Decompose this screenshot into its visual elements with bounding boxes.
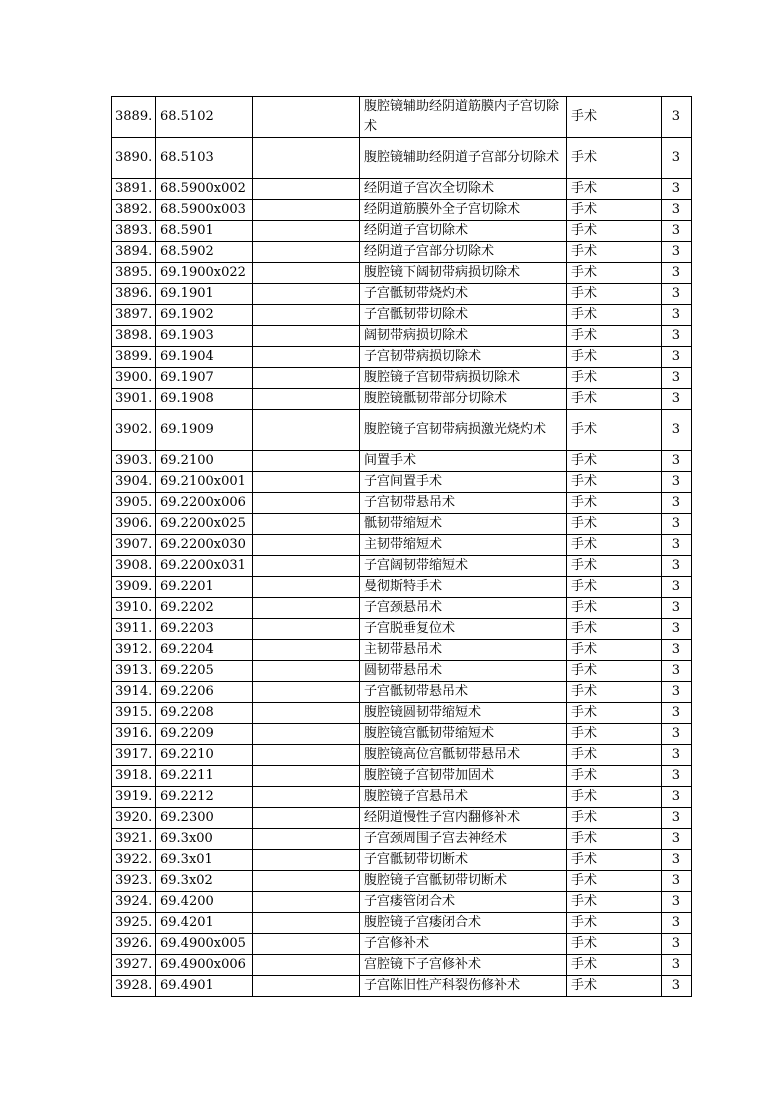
blank-cell [253, 703, 360, 724]
procedure-grade-cell: 3 [662, 263, 692, 284]
sequence-number-cell: 3889. [112, 97, 156, 138]
sequence-number-cell: 3899. [112, 347, 156, 368]
procedure-grade-cell: 3 [662, 577, 692, 598]
table-row [112, 263, 692, 284]
sequence-number-cell: 3922. [112, 850, 156, 871]
procedure-code-cell: 69.4900x005 [156, 934, 253, 955]
procedure-type-cell: 手术 [567, 326, 662, 347]
procedure-name-cell: 阔韧带病损切除术 [360, 326, 567, 347]
table-row [112, 682, 692, 703]
procedure-type-cell: 手术 [567, 263, 662, 284]
sequence-number-cell: 3900. [112, 368, 156, 389]
sequence-number-cell: 3897. [112, 305, 156, 326]
procedure-code-cell: 69.2100x001 [156, 472, 253, 493]
sequence-number-cell: 3928. [112, 976, 156, 997]
blank-cell [253, 389, 360, 410]
procedure-grade-cell: 3 [662, 347, 692, 368]
sequence-number-cell: 3913. [112, 661, 156, 682]
procedure-grade-cell: 3 [662, 451, 692, 472]
blank-cell [253, 808, 360, 829]
procedure-code-cell: 69.1902 [156, 305, 253, 326]
table-row [112, 200, 692, 221]
procedure-code-cell: 69.2205 [156, 661, 253, 682]
procedure-type-cell: 手术 [567, 514, 662, 535]
procedure-type-cell: 手术 [567, 955, 662, 976]
blank-cell [253, 97, 360, 138]
procedure-code-cell: 69.1901 [156, 284, 253, 305]
table-row [112, 787, 692, 808]
procedure-name-cell: 经阴道子宫切除术 [360, 221, 567, 242]
table-row [112, 326, 692, 347]
blank-cell [253, 577, 360, 598]
procedure-code-cell: 69.4900x006 [156, 955, 253, 976]
procedure-grade-cell: 3 [662, 892, 692, 913]
table-row [112, 221, 692, 242]
procedure-grade-cell: 3 [662, 682, 692, 703]
procedure-code-cell: 69.2208 [156, 703, 253, 724]
procedure-grade-cell: 3 [662, 535, 692, 556]
procedure-name-cell: 腹腔镜子宫悬吊术 [360, 787, 567, 808]
table-row [112, 934, 692, 955]
procedure-name-cell: 经阴道筋膜外全子宫切除术 [360, 200, 567, 221]
procedure-type-cell: 手术 [567, 556, 662, 577]
procedure-type-cell: 手术 [567, 97, 662, 138]
table-row [112, 389, 692, 410]
procedure-code-cell: 68.5901 [156, 221, 253, 242]
blank-cell [253, 179, 360, 200]
table-row [112, 451, 692, 472]
procedure-type-cell: 手术 [567, 472, 662, 493]
sequence-number-cell: 3910. [112, 598, 156, 619]
procedure-code-cell: 68.5102 [156, 97, 253, 138]
procedure-type-cell: 手术 [567, 829, 662, 850]
table-row [112, 138, 692, 179]
procedure-code-cell: 69.2211 [156, 766, 253, 787]
procedure-code-cell: 69.3x02 [156, 871, 253, 892]
procedure-grade-cell: 3 [662, 703, 692, 724]
sequence-number-cell: 3921. [112, 829, 156, 850]
procedure-name-cell: 子宫骶韧带切断术 [360, 850, 567, 871]
procedure-code-cell: 69.1909 [156, 410, 253, 451]
table-row [112, 179, 692, 200]
procedure-grade-cell: 3 [662, 913, 692, 934]
procedure-code-cell: 69.2206 [156, 682, 253, 703]
procedure-code-cell: 69.2300 [156, 808, 253, 829]
procedure-name-cell: 子宫修补术 [360, 934, 567, 955]
procedure-type-cell: 手术 [567, 535, 662, 556]
procedure-name-cell: 腹腔镜宫骶韧带缩短术 [360, 724, 567, 745]
procedure-type-cell: 手术 [567, 934, 662, 955]
procedure-grade-cell: 3 [662, 745, 692, 766]
blank-cell [253, 766, 360, 787]
procedure-name-cell: 曼彻斯特手术 [360, 577, 567, 598]
blank-cell [253, 263, 360, 284]
procedure-name-cell: 腹腔镜下阔韧带病损切除术 [360, 263, 567, 284]
table-row [112, 766, 692, 787]
blank-cell [253, 514, 360, 535]
procedure-grade-cell: 3 [662, 556, 692, 577]
procedure-grade-cell: 3 [662, 493, 692, 514]
table-row [112, 976, 692, 997]
procedure-type-cell: 手术 [567, 724, 662, 745]
procedure-code-cell: 69.2203 [156, 619, 253, 640]
procedure-name-cell: 腹腔镜辅助经阴道子宫部分切除术 [360, 138, 567, 179]
procedure-name-cell: 腹腔镜高位宫骶韧带悬吊术 [360, 745, 567, 766]
procedure-name-cell: 子宫骶韧带烧灼术 [360, 284, 567, 305]
sequence-number-cell: 3926. [112, 934, 156, 955]
sequence-number-cell: 3894. [112, 242, 156, 263]
blank-cell [253, 326, 360, 347]
procedure-code-cell: 69.2202 [156, 598, 253, 619]
procedure-grade-cell: 3 [662, 472, 692, 493]
procedure-code-cell: 69.1904 [156, 347, 253, 368]
sequence-number-cell: 3898. [112, 326, 156, 347]
procedure-grade-cell: 3 [662, 850, 692, 871]
procedure-type-cell: 手术 [567, 766, 662, 787]
sequence-number-cell: 3908. [112, 556, 156, 577]
procedure-code-cell: 69.1900x022 [156, 263, 253, 284]
procedure-type-cell: 手术 [567, 682, 662, 703]
procedure-grade-cell: 3 [662, 514, 692, 535]
procedure-type-cell: 手术 [567, 913, 662, 934]
table-row [112, 305, 692, 326]
blank-cell [253, 976, 360, 997]
procedure-type-cell: 手术 [567, 703, 662, 724]
table-row [112, 703, 692, 724]
procedure-name-cell: 腹腔镜子宫骶韧带切断术 [360, 871, 567, 892]
procedure-type-cell: 手术 [567, 200, 662, 221]
procedure-name-cell: 腹腔镜子宫韧带病损激光烧灼术 [360, 410, 567, 451]
procedure-code-cell: 69.2200x031 [156, 556, 253, 577]
sequence-number-cell: 3891. [112, 179, 156, 200]
table-row [112, 850, 692, 871]
procedure-name-cell: 子宫颈悬吊术 [360, 598, 567, 619]
blank-cell [253, 368, 360, 389]
sequence-number-cell: 3895. [112, 263, 156, 284]
procedure-code-cell: 69.2209 [156, 724, 253, 745]
procedure-grade-cell: 3 [662, 389, 692, 410]
sequence-number-cell: 3919. [112, 787, 156, 808]
procedure-name-cell: 主韧带缩短术 [360, 535, 567, 556]
table-row [112, 892, 692, 913]
procedure-grade-cell: 3 [662, 179, 692, 200]
procedure-name-cell: 子宫脱垂复位术 [360, 619, 567, 640]
procedure-code-cell: 69.4201 [156, 913, 253, 934]
blank-cell [253, 850, 360, 871]
procedure-type-cell: 手术 [567, 619, 662, 640]
table-row [112, 535, 692, 556]
procedure-grade-cell: 3 [662, 808, 692, 829]
procedure-grade-cell: 3 [662, 598, 692, 619]
procedure-name-cell: 腹腔镜子宫韧带病损切除术 [360, 368, 567, 389]
blank-cell [253, 221, 360, 242]
procedure-name-cell: 腹腔镜子宫韧带加固术 [360, 766, 567, 787]
procedure-name-cell: 腹腔镜辅助经阴道筋膜内子宫切除术 [360, 97, 567, 138]
procedure-name-cell: 子宫瘘管闭合术 [360, 892, 567, 913]
procedure-name-cell: 宫腔镜下子宫修补术 [360, 955, 567, 976]
procedure-type-cell: 手术 [567, 305, 662, 326]
sequence-number-cell: 3907. [112, 535, 156, 556]
blank-cell [253, 682, 360, 703]
blank-cell [253, 200, 360, 221]
table-row [112, 661, 692, 682]
sequence-number-cell: 3923. [112, 871, 156, 892]
procedure-grade-cell: 3 [662, 619, 692, 640]
procedure-code-cell: 69.2200x006 [156, 493, 253, 514]
blank-cell [253, 598, 360, 619]
procedure-name-cell: 腹腔镜骶韧带部分切除术 [360, 389, 567, 410]
procedure-code-cell: 69.3x01 [156, 850, 253, 871]
sequence-number-cell: 3920. [112, 808, 156, 829]
procedure-code-cell: 69.2200x025 [156, 514, 253, 535]
blank-cell [253, 472, 360, 493]
blank-cell [253, 619, 360, 640]
procedure-grade-cell: 3 [662, 787, 692, 808]
procedure-grade-cell: 3 [662, 955, 692, 976]
procedure-name-cell: 间置手术 [360, 451, 567, 472]
table-row [112, 97, 692, 138]
blank-cell [253, 892, 360, 913]
sequence-number-cell: 3893. [112, 221, 156, 242]
sequence-number-cell: 3927. [112, 955, 156, 976]
sequence-number-cell: 3890. [112, 138, 156, 179]
procedure-code-cell: 69.3x00 [156, 829, 253, 850]
procedure-type-cell: 手术 [567, 221, 662, 242]
procedure-name-cell: 主韧带悬吊术 [360, 640, 567, 661]
sequence-number-cell: 3904. [112, 472, 156, 493]
blank-cell [253, 913, 360, 934]
procedure-type-cell: 手术 [567, 640, 662, 661]
sequence-number-cell: 3906. [112, 514, 156, 535]
procedure-grade-cell: 3 [662, 368, 692, 389]
blank-cell [253, 829, 360, 850]
procedure-grade-cell: 3 [662, 221, 692, 242]
blank-cell [253, 556, 360, 577]
blank-cell [253, 934, 360, 955]
sequence-number-cell: 3896. [112, 284, 156, 305]
procedure-code-cell: 69.2201 [156, 577, 253, 598]
procedure-type-cell: 手术 [567, 577, 662, 598]
table-row [112, 368, 692, 389]
blank-cell [253, 535, 360, 556]
table-row [112, 514, 692, 535]
procedure-name-cell: 子宫陈旧性产科裂伤修补术 [360, 976, 567, 997]
procedure-grade-cell: 3 [662, 724, 692, 745]
sequence-number-cell: 3905. [112, 493, 156, 514]
procedure-name-cell: 圆韧带悬吊术 [360, 661, 567, 682]
procedure-code-cell: 69.4901 [156, 976, 253, 997]
procedure-name-cell: 子宫骶韧带切除术 [360, 305, 567, 326]
sequence-number-cell: 3903. [112, 451, 156, 472]
procedure-grade-cell: 3 [662, 766, 692, 787]
procedure-name-cell: 子宫韧带病损切除术 [360, 347, 567, 368]
procedure-grade-cell: 3 [662, 326, 692, 347]
sequence-number-cell: 3911. [112, 619, 156, 640]
procedure-grade-cell: 3 [662, 138, 692, 179]
blank-cell [253, 871, 360, 892]
sequence-number-cell: 3914. [112, 682, 156, 703]
sequence-number-cell: 3902. [112, 410, 156, 451]
procedure-name-cell: 经阴道子宫次全切除术 [360, 179, 567, 200]
blank-cell [253, 410, 360, 451]
sequence-number-cell: 3915. [112, 703, 156, 724]
procedure-type-cell: 手术 [567, 850, 662, 871]
procedure-name-cell: 子宫间置手术 [360, 472, 567, 493]
procedure-type-cell: 手术 [567, 451, 662, 472]
blank-cell [253, 451, 360, 472]
procedure-type-cell: 手术 [567, 138, 662, 179]
procedure-grade-cell: 3 [662, 200, 692, 221]
procedure-code-cell: 69.2210 [156, 745, 253, 766]
sequence-number-cell: 3912. [112, 640, 156, 661]
procedure-name-cell: 骶韧带缩短术 [360, 514, 567, 535]
blank-cell [253, 347, 360, 368]
procedure-type-cell: 手术 [567, 410, 662, 451]
procedure-type-cell: 手术 [567, 661, 662, 682]
procedure-code-cell: 69.2204 [156, 640, 253, 661]
blank-cell [253, 138, 360, 179]
procedure-grade-cell: 3 [662, 934, 692, 955]
table-row [112, 724, 692, 745]
procedure-type-cell: 手术 [567, 347, 662, 368]
table-row [112, 284, 692, 305]
procedure-code-cell: 68.5900x003 [156, 200, 253, 221]
procedure-table-body [112, 97, 692, 997]
procedure-grade-cell: 3 [662, 829, 692, 850]
table-row [112, 955, 692, 976]
procedure-name-cell: 子宫阔韧带缩短术 [360, 556, 567, 577]
sequence-number-cell: 3901. [112, 389, 156, 410]
table-row [112, 745, 692, 766]
table-row [112, 577, 692, 598]
procedure-code-cell: 69.2212 [156, 787, 253, 808]
procedure-code-cell: 69.1908 [156, 389, 253, 410]
procedure-code-cell: 69.2200x030 [156, 535, 253, 556]
procedure-code-cell: 69.1903 [156, 326, 253, 347]
table-row [112, 871, 692, 892]
procedure-name-cell: 腹腔镜圆韧带缩短术 [360, 703, 567, 724]
procedure-type-cell: 手术 [567, 892, 662, 913]
table-row [112, 410, 692, 451]
procedure-type-cell: 手术 [567, 598, 662, 619]
procedure-type-cell: 手术 [567, 976, 662, 997]
sequence-number-cell: 3918. [112, 766, 156, 787]
procedure-name-cell: 经阴道慢性子宫内翻修补术 [360, 808, 567, 829]
table-row [112, 493, 692, 514]
procedure-code-cell: 68.5103 [156, 138, 253, 179]
blank-cell [253, 724, 360, 745]
blank-cell [253, 493, 360, 514]
table-row [112, 472, 692, 493]
table-row [112, 556, 692, 577]
procedure-grade-cell: 3 [662, 97, 692, 138]
table-row [112, 829, 692, 850]
sequence-number-cell: 3892. [112, 200, 156, 221]
blank-cell [253, 242, 360, 263]
blank-cell [253, 284, 360, 305]
procedure-code-cell: 69.2100 [156, 451, 253, 472]
sequence-number-cell: 3925. [112, 913, 156, 934]
sequence-number-cell: 3916. [112, 724, 156, 745]
procedure-grade-cell: 3 [662, 640, 692, 661]
procedure-type-cell: 手术 [567, 284, 662, 305]
procedure-type-cell: 手术 [567, 389, 662, 410]
procedure-type-cell: 手术 [567, 368, 662, 389]
procedure-grade-cell: 3 [662, 242, 692, 263]
procedure-type-cell: 手术 [567, 242, 662, 263]
sequence-number-cell: 3909. [112, 577, 156, 598]
procedure-type-cell: 手术 [567, 787, 662, 808]
blank-cell [253, 955, 360, 976]
procedure-name-cell: 子宫颈周围子宫去神经术 [360, 829, 567, 850]
procedure-code-cell: 69.4200 [156, 892, 253, 913]
sequence-number-cell: 3924. [112, 892, 156, 913]
blank-cell [253, 661, 360, 682]
procedure-type-cell: 手术 [567, 745, 662, 766]
procedure-grade-cell: 3 [662, 284, 692, 305]
table-row [112, 913, 692, 934]
procedure-code-cell: 68.5900x002 [156, 179, 253, 200]
procedure-code-cell: 69.1907 [156, 368, 253, 389]
procedure-grade-cell: 3 [662, 871, 692, 892]
procedure-table [111, 96, 692, 997]
procedure-type-cell: 手术 [567, 871, 662, 892]
table-row [112, 640, 692, 661]
table-row [112, 619, 692, 640]
table-row [112, 808, 692, 829]
procedure-type-cell: 手术 [567, 179, 662, 200]
procedure-name-cell: 子宫骶韧带悬吊术 [360, 682, 567, 703]
procedure-name-cell: 腹腔镜子宫瘘闭合术 [360, 913, 567, 934]
table-row [112, 347, 692, 368]
table-row [112, 242, 692, 263]
procedure-grade-cell: 3 [662, 976, 692, 997]
procedure-code-cell: 68.5902 [156, 242, 253, 263]
procedure-type-cell: 手术 [567, 808, 662, 829]
sequence-number-cell: 3917. [112, 745, 156, 766]
procedure-type-cell: 手术 [567, 493, 662, 514]
blank-cell [253, 745, 360, 766]
procedure-name-cell: 子宫韧带悬吊术 [360, 493, 567, 514]
blank-cell [253, 305, 360, 326]
procedure-grade-cell: 3 [662, 410, 692, 451]
procedure-grade-cell: 3 [662, 661, 692, 682]
procedure-name-cell: 经阴道子宫部分切除术 [360, 242, 567, 263]
procedure-grade-cell: 3 [662, 305, 692, 326]
blank-cell [253, 640, 360, 661]
blank-cell [253, 787, 360, 808]
table-row [112, 598, 692, 619]
